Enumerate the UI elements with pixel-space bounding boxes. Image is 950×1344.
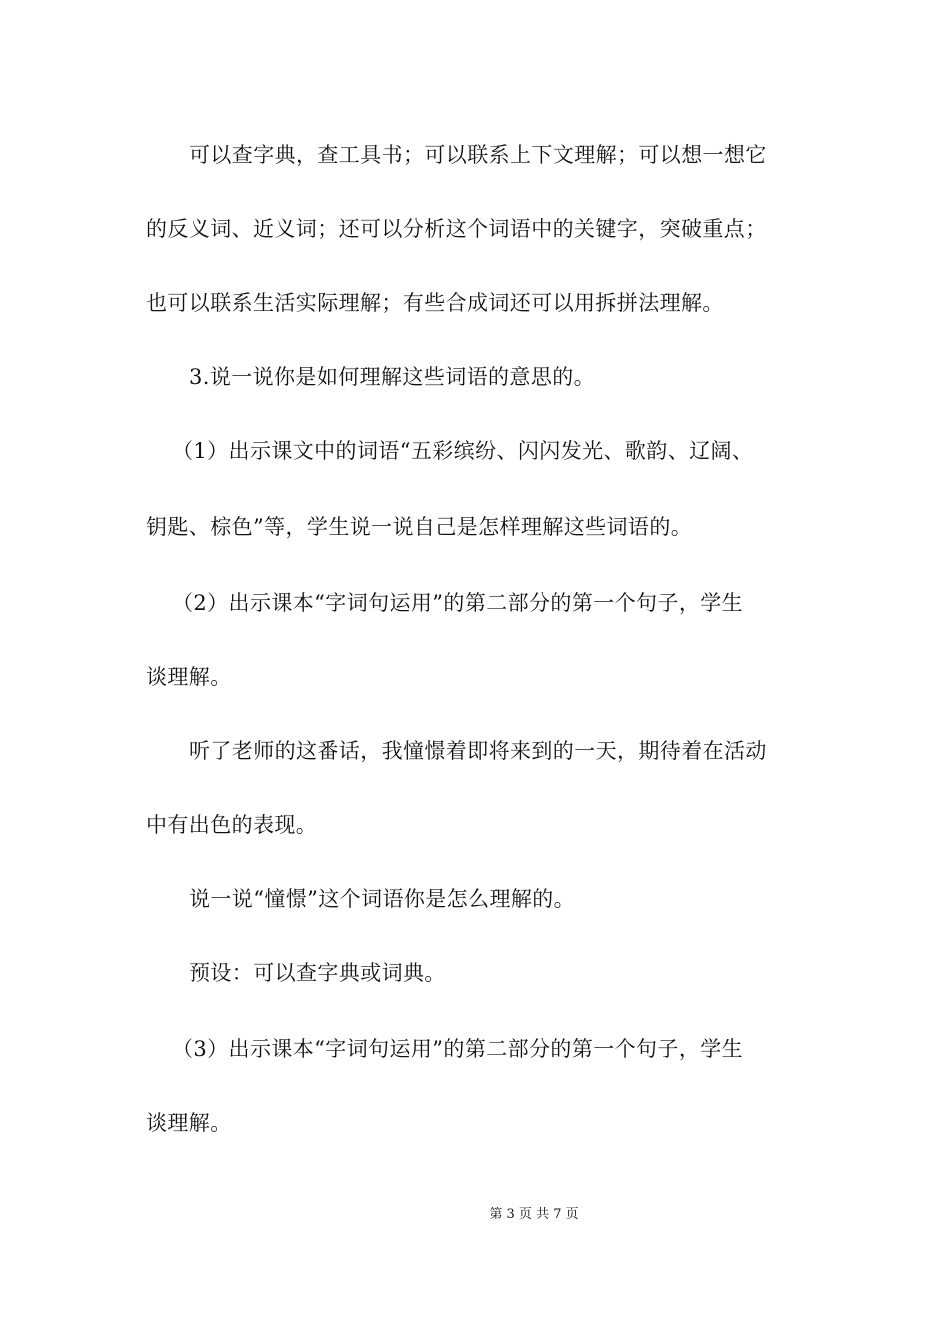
paragraph-line: （1）出示课文中的词语“五彩缤纷、闪闪发光、歌韵、辽阔、 — [172, 439, 754, 463]
paragraph-line: 的反义词、近义词；还可以分析这个词语中的关键字，突破重点； — [146, 217, 767, 241]
paragraph-line: 谈理解。 — [146, 665, 232, 689]
paragraph-line: 3.说一说你是如何理解这些词语的意思的。 — [189, 365, 596, 389]
paragraph-line: 谈理解。 — [146, 1111, 232, 1135]
paragraph-line: 说一说“憧憬”这个词语你是怎么理解的。 — [189, 887, 576, 911]
paragraph-line: 也可以联系生活实际理解；有些合成词还可以用拆拼法理解。 — [146, 291, 724, 315]
paragraph-line: 中有出色的表现。 — [146, 813, 318, 837]
page-number: 第 3 页 共 7 页 — [489, 1207, 579, 1222]
paragraph-line: 可以查字典，查工具书；可以联系上下文理解；可以想一想它 — [189, 143, 767, 167]
paragraph-line: （3）出示课本“字词句运用”的第二部分的第一个句子，学生 — [172, 1037, 744, 1061]
paragraph-line: 听了老师的这番话，我憧憬着即将来到的一天，期待着在活动 — [189, 739, 767, 763]
paragraph-line: （2）出示课本“字词句运用”的第二部分的第一个句子，学生 — [172, 591, 744, 615]
paragraph-line: 钥匙、棕色”等，学生说一说自己是怎样理解这些词语的。 — [146, 515, 693, 539]
page-footer — [0, 1206, 950, 1224]
paragraph-line: 预设：可以查字典或词典。 — [189, 961, 446, 985]
